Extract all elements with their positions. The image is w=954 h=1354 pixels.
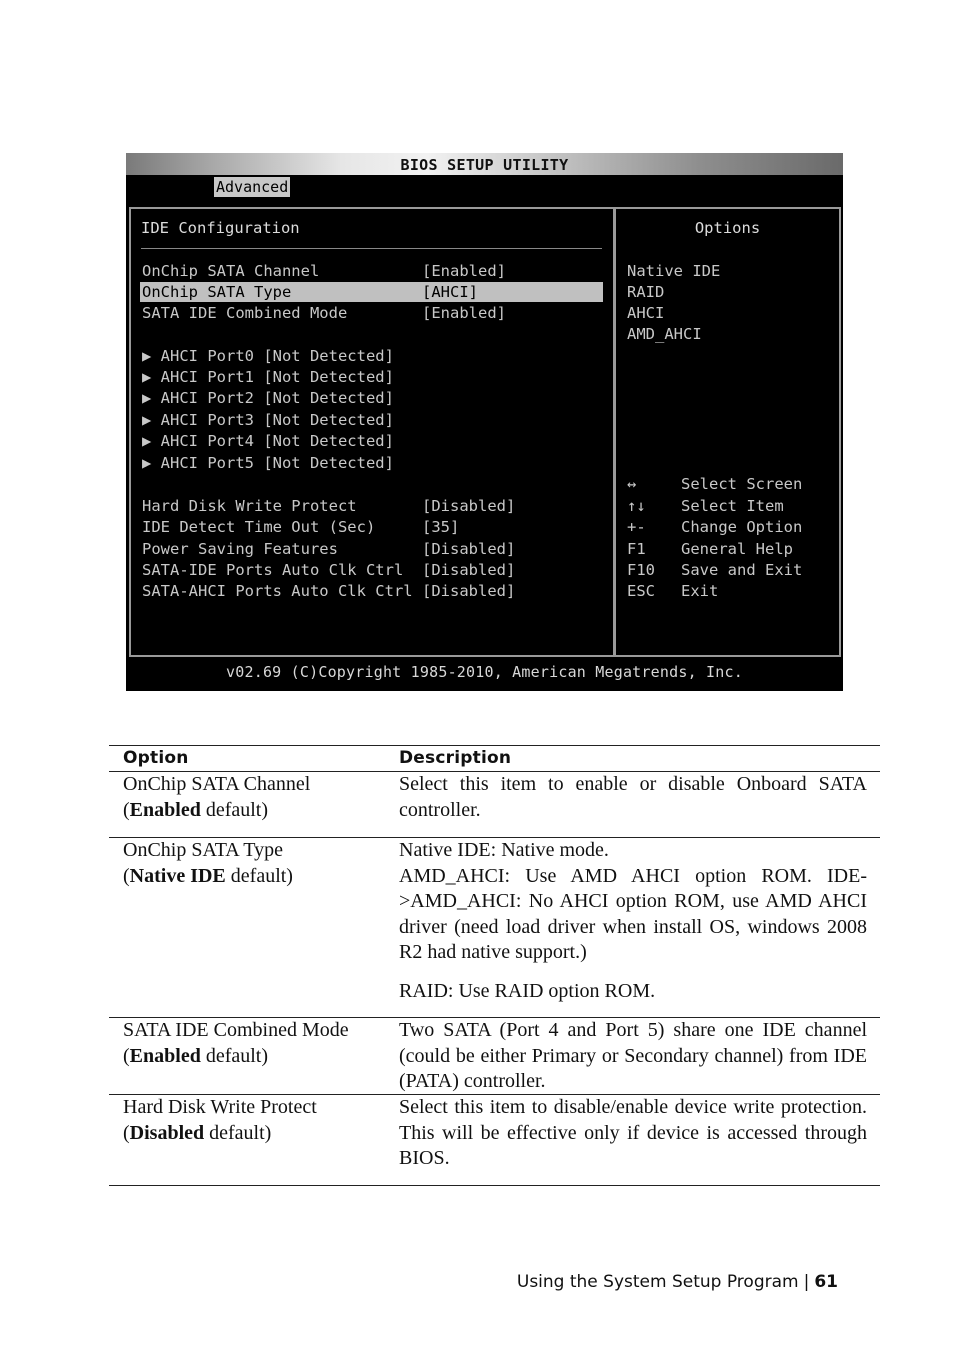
submenu-label: ▶ AHCI Port4 [Not Detected]	[142, 432, 394, 450]
default-suffix: default)	[200, 1044, 269, 1067]
tab-advanced[interactable]: Advanced	[216, 178, 289, 196]
submenu-ahci-port0[interactable]	[140, 346, 603, 366]
submenu-ahci-port4[interactable]	[140, 431, 603, 451]
table-row-option	[123, 1095, 383, 1146]
description-text: Select this item to enable or disable Onboard SATA controller.	[399, 773, 867, 821]
key-help-save-exit	[627, 560, 827, 580]
setting-sata-ahci-ports-auto-clk[interactable]	[140, 581, 603, 601]
setting-label: IDE Detect Time Out (Sec)	[142, 518, 376, 536]
option-default: (Disabled default)	[123, 1121, 272, 1144]
key-desc: Change Option	[681, 518, 803, 536]
description-text: AMD_AHCI: Use AMD AHCI option ROM. IDE->AMD_AHCI: No AHCI option ROM, use AMD AHCI driver (need load driver when install OS, windows 2008 R2 had native support.)	[399, 864, 867, 963]
setting-ide-detect-time-out[interactable]	[140, 517, 603, 537]
table-row-description	[399, 838, 867, 1004]
table-bottom-rule	[109, 1185, 880, 1186]
setting-onchip-sata-type[interactable]	[140, 282, 603, 302]
key-help-general-help	[627, 539, 827, 559]
table-row-description	[399, 772, 867, 823]
setting-label: OnChip SATA Channel	[142, 262, 320, 280]
submenu-ahci-port1[interactable]	[140, 367, 603, 387]
setting-label: SATA IDE Combined Mode	[142, 304, 348, 322]
key-help-select-screen	[627, 474, 827, 494]
page-footer	[517, 1272, 838, 1292]
header-option: Option	[123, 748, 189, 768]
option-default: (Native IDE default)	[123, 864, 293, 887]
setting-value: [Enabled]	[422, 304, 506, 322]
option-native-ide[interactable]: Native IDE	[627, 262, 721, 280]
option-name: OnChip SATA Type	[123, 839, 283, 861]
table-row-option	[123, 1018, 383, 1069]
submenu-ahci-port2[interactable]	[140, 388, 603, 408]
setting-label: Hard Disk Write Protect	[142, 497, 357, 515]
setting-sata-ide-combined-mode[interactable]	[140, 303, 603, 323]
setting-power-saving-features[interactable]	[140, 539, 603, 559]
description-text: Two SATA (Port 4 and Port 5) share one IDE channel (could be either Primary or Secondary channel) from IDE (PATA) controller.	[399, 1019, 867, 1092]
key-desc: Save and Exit	[681, 561, 803, 579]
submenu-label: ▶ AHCI Port5 [Not Detected]	[142, 454, 394, 472]
table-row-option	[123, 838, 383, 889]
description-text: Native IDE: Native mode.	[399, 839, 609, 861]
option-raid[interactable]: RAID	[627, 283, 665, 301]
footer-separator: |	[803, 1272, 810, 1292]
default-value: Disabled	[129, 1121, 205, 1144]
option-name: OnChip SATA Channel	[123, 773, 311, 795]
default-suffix: default)	[225, 864, 293, 887]
setting-label: SATA-AHCI Ports Auto Clk Ctrl	[142, 582, 413, 600]
key-f1: F1	[627, 540, 646, 558]
table-top-rule	[109, 745, 880, 746]
submenu-label: ▶ AHCI Port2 [Not Detected]	[142, 389, 394, 407]
table-row-description	[399, 1095, 867, 1172]
default-value: Native IDE	[129, 864, 226, 887]
key-arrows-lr-icon: ↔	[627, 475, 637, 493]
bios-title-bar	[126, 153, 843, 175]
setting-label: SATA-IDE Ports Auto Clk Ctrl	[142, 561, 404, 579]
option-name: Hard Disk Write Protect	[123, 1096, 317, 1118]
submenu-ahci-port5[interactable]	[140, 453, 603, 473]
option-default: (Enabled default)	[123, 1044, 269, 1067]
section-divider	[141, 248, 602, 249]
key-desc: Select Screen	[681, 475, 803, 493]
key-desc: Exit	[681, 582, 719, 600]
section-title: IDE Configuration	[141, 219, 300, 237]
setting-label: Power Saving Features	[142, 540, 338, 558]
table-row-description	[399, 1018, 867, 1095]
option-default: (Enabled default)	[123, 798, 269, 821]
key-esc: ESC	[627, 582, 655, 600]
description-text: Select this item to disable/enable device write protection. This will be effective only if device is accessed through BIOS.	[399, 1096, 867, 1169]
setting-value: [Disabled]	[422, 561, 516, 579]
submenu-label: ▶ AHCI Port1 [Not Detected]	[142, 368, 394, 386]
option-name: SATA IDE Combined Mode	[123, 1019, 349, 1041]
page-number: 61	[814, 1272, 838, 1292]
setting-label: OnChip SATA Type	[142, 283, 292, 301]
setting-value: [AHCI]	[422, 283, 478, 301]
bios-screenshot	[126, 153, 843, 691]
setting-value: [Disabled]	[422, 497, 516, 515]
setting-value: [Disabled]	[422, 540, 516, 558]
setting-value: [Disabled]	[422, 582, 516, 600]
setting-value: [35]	[422, 518, 460, 536]
key-arrows-ud-icon: ↑↓	[627, 497, 646, 515]
key-plus-minus: +-	[627, 518, 646, 536]
key-help-exit	[627, 581, 827, 601]
setting-sata-ide-ports-auto-clk[interactable]	[140, 560, 603, 580]
footer-section-title: Using the System Setup Program	[516, 1272, 799, 1292]
key-desc: Select Item	[681, 497, 784, 515]
default-value: Enabled	[129, 798, 201, 821]
key-help-select-item	[627, 496, 827, 516]
setting-value: [Enabled]	[422, 262, 506, 280]
bios-title: BIOS SETUP UTILITY	[400, 156, 569, 174]
bios-menu-bar	[126, 175, 843, 205]
header-description: Description	[399, 748, 512, 768]
key-help-change-option	[627, 517, 827, 537]
default-suffix: default)	[204, 1121, 272, 1144]
description-text: RAID: Use RAID option ROM.	[399, 979, 656, 1002]
submenu-ahci-port3[interactable]	[140, 410, 603, 430]
default-value: Enabled	[129, 1044, 201, 1067]
options-title: Options	[694, 219, 761, 237]
table-row-option	[123, 772, 383, 823]
setting-onchip-sata-channel[interactable]	[140, 261, 603, 281]
submenu-label: ▶ AHCI Port3 [Not Detected]	[142, 411, 394, 429]
setting-hard-disk-write-protect[interactable]	[140, 496, 603, 516]
key-desc: General Help	[681, 540, 793, 558]
option-amd-ahci[interactable]: AMD_AHCI	[627, 325, 702, 343]
default-suffix: default)	[200, 798, 269, 821]
submenu-label: ▶ AHCI Port0 [Not Detected]	[142, 347, 394, 365]
key-f10: F10	[627, 561, 655, 579]
option-ahci[interactable]: AHCI	[627, 304, 665, 322]
bios-copyright: v02.69 (C)Copyright 1985-2010, American Megatrends, Inc.	[226, 663, 743, 681]
